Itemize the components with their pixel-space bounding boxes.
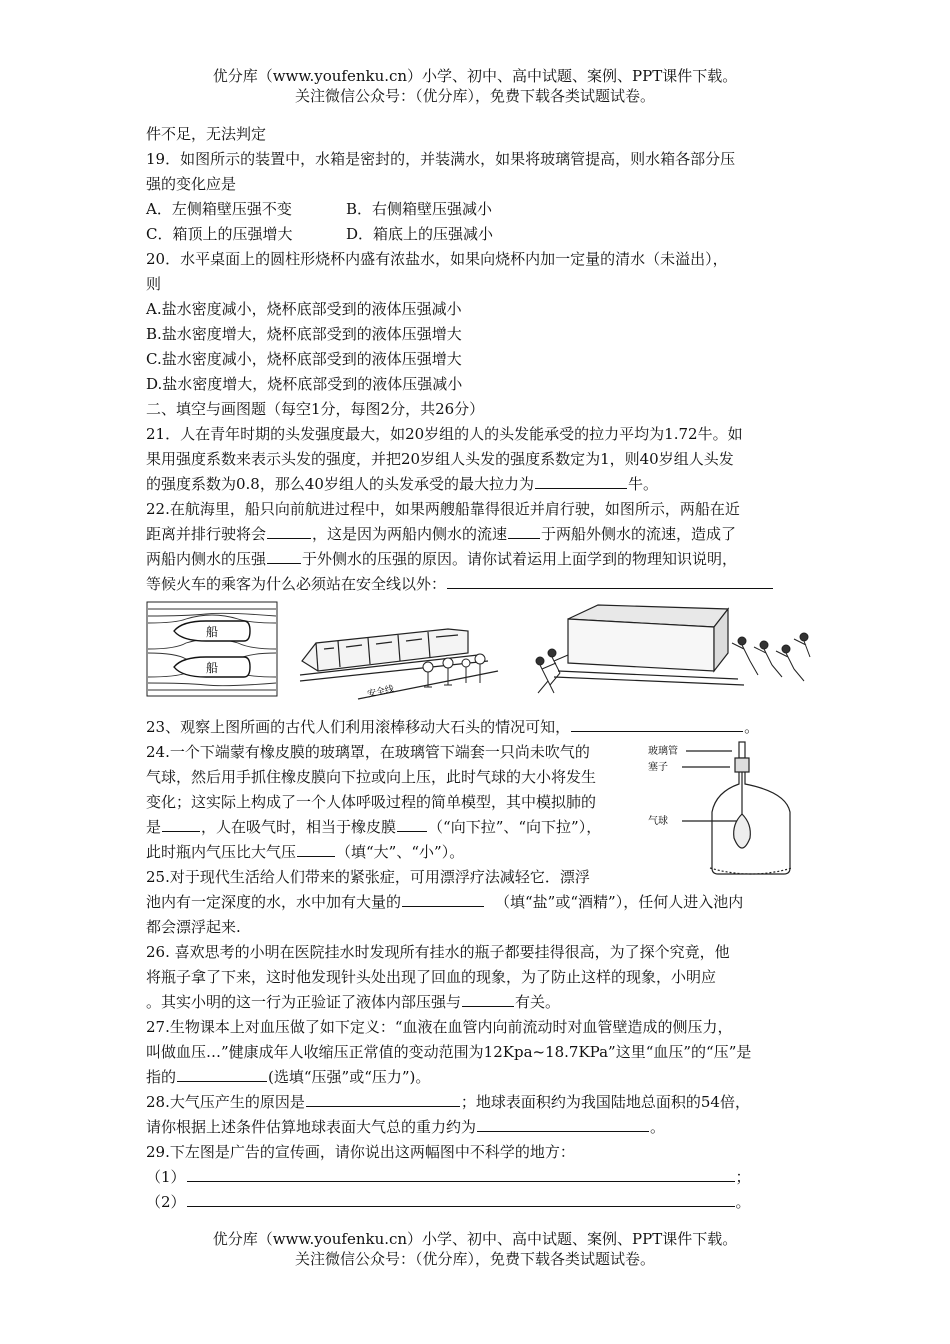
q18-tail: 件不足，无法判定 (146, 125, 267, 143)
header-line-1: 优分库（www.youfenku.cn）小学、初中、高中试题、案例、PPT课件下载。 (212, 67, 738, 85)
answer-blank[interactable] (267, 523, 311, 539)
exam-content (146, 122, 816, 1215)
q25-line-2 (146, 890, 816, 915)
answer-blank[interactable] (477, 1116, 649, 1132)
q24-line-3: 变化；这实际上构成了一个人体呼吸过程的简单模型，其中模拟肺的 (146, 793, 597, 811)
q26-line-1: 26. 喜欢思考的小明在医院挂水时发现所有挂水的瓶子都要挂得很高，为了探个究竟，他 (146, 943, 730, 961)
question-28 (146, 1090, 816, 1140)
fig-label-tube: 玻璃管 (648, 746, 678, 757)
q27-text: (选填“压强”或“压力”)。 (268, 1068, 431, 1086)
q22-text: 两船内侧水的压强 (146, 550, 267, 568)
q26-line-3 (146, 990, 816, 1015)
q29-label-2: （2） (146, 1193, 186, 1211)
q19-options-ab (146, 197, 816, 222)
q29-end-2: 。 (735, 1193, 751, 1211)
q28-text: 。 (650, 1118, 666, 1136)
q29-label-1: （1） (146, 1168, 186, 1186)
q19-options-cd (146, 222, 816, 247)
boat-label-top: 船 (206, 625, 219, 639)
q26-line-2: 将瓶子拿了下来，这时他发现针头处出现了回血的现象，为了防止这样的现象，小明应 (146, 968, 717, 986)
question-26 (146, 940, 816, 1015)
q25-line-3: 都会漂浮起来. (146, 918, 241, 936)
q22-line-2 (146, 522, 816, 547)
q25-text: 池内有一定深度的水，水中加有大量的 (146, 893, 402, 911)
q24-text: ，人在吸气时，相当于橡皮膜 (201, 818, 397, 836)
q21-line-3 (146, 472, 816, 497)
page-footer (0, 1229, 950, 1269)
answer-blank[interactable] (177, 1066, 267, 1082)
q28-line-1 (146, 1090, 816, 1115)
q23-text: 23、观察上图所画的古代人们利用滚棒移动大石头的情况可知， (146, 718, 571, 736)
section-2-title: 二、填空与画图题（每空1分，每图2分，共26分） (146, 400, 485, 418)
q24-text: 是 (146, 818, 162, 836)
safety-line-label: 安全线 (366, 684, 396, 700)
rolling-stone-figure (528, 601, 816, 701)
q19-option-b: B．右侧箱壁压强减小 (346, 200, 493, 218)
q29-end-1: ； (735, 1168, 751, 1186)
q22-text: 距离并排行驶将会 (146, 525, 267, 543)
q21-line-2: 果用强度系数来表示头发的强度，并把20岁组人头发的强度系数定为1，则40岁组人头发 (146, 450, 734, 468)
q22-line-3 (146, 547, 816, 572)
answer-blank[interactable] (187, 1166, 735, 1182)
answer-blank[interactable] (571, 716, 743, 732)
q25-line-1: 25.对于现代生活给人们带来的紧张症，可用漂浮疗法减轻它．漂浮 (146, 868, 590, 886)
answer-blank[interactable] (508, 523, 540, 539)
page-header (0, 66, 950, 106)
q26-text: 有关。 (515, 993, 561, 1011)
bell-jar-figure (646, 740, 816, 880)
footer-line-1: 优分库（www.youfenku.cn）小学、初中、高中试题、案例、PPT课件下载。 (212, 1230, 738, 1248)
q19-option-c: C．箱顶上的压强增大 (146, 225, 293, 243)
q22-text: 于外侧水的压强的原因。请你试着运用上面学到的物理知识说明， (302, 550, 738, 568)
q24-text: （填“大”、“小”）。 (336, 843, 465, 861)
fig-label-plug: 塞子 (648, 762, 668, 773)
answer-blank[interactable] (162, 816, 200, 832)
question-29 (146, 1140, 816, 1215)
q19-option-d: D．箱底上的压强减小 (346, 225, 494, 243)
q25-text: （填“盐”或“酒精”），任何人进入池内 (495, 893, 744, 911)
q28-text: 请你根据上述条件估算地球表面大气总的重力约为 (146, 1118, 477, 1136)
q22-line-4 (146, 572, 816, 597)
q20-option-c: C.盐水密度减小，烧杯底部受到的液体压强增大 (146, 350, 462, 368)
q20-option-b: B.盐水密度增大，烧杯底部受到的液体压强增大 (146, 325, 462, 343)
q29-stem: 29.下左图是广告的宣传画，请你说出这两幅图中不科学的地方： (146, 1143, 575, 1161)
train-platform-figure (298, 601, 506, 701)
question-19 (146, 147, 816, 247)
answer-blank[interactable] (462, 991, 514, 1007)
q24-line-1: 24.一个下端蒙有橡皮膜的玻璃罩，在玻璃管下端套一只尚未吹气的 (146, 743, 590, 761)
answer-blank[interactable] (397, 816, 427, 832)
q20-option-a: A.盐水密度减小，烧杯底部受到的液体压强减小 (146, 300, 462, 318)
q22-text: 于两船外侧水的流速，造成了 (541, 525, 737, 543)
q27-text: 指的 (146, 1068, 177, 1086)
q22-text: 等候火车的乘客为什么必须站在安全线以外： (146, 575, 447, 593)
q29-answer-1 (146, 1165, 816, 1190)
question-22 (146, 497, 816, 597)
boats-streamline-figure (146, 601, 278, 697)
answer-blank[interactable] (306, 1091, 460, 1107)
boat-label-bottom: 船 (206, 661, 219, 675)
q21-line-3-end: 牛。 (627, 475, 658, 493)
answer-blank[interactable] (402, 891, 484, 907)
answer-blank[interactable] (447, 573, 773, 589)
q26-text: 。其实小明的这一行为正验证了液体内部压强与 (146, 993, 462, 1011)
q27-line-3 (146, 1065, 816, 1090)
question-24 (146, 740, 816, 865)
q19-option-a: A．左侧箱壁压强不变 (146, 200, 292, 218)
footer-line-2: 关注微信公众号：（优分库），免费下载各类试题试卷。 (294, 1250, 655, 1268)
q21-line-1: 21．人在青年时期的头发强度最大，如20岁组的人的头发能承受的拉力平均为1.72牛。如 (146, 425, 743, 443)
q23-end: 。 (744, 718, 760, 736)
answer-blank[interactable] (267, 548, 301, 564)
q20-option-d: D.盐水密度增大，烧杯底部受到的液体压强减小 (146, 375, 463, 393)
answer-blank[interactable] (187, 1191, 735, 1207)
fig-label-balloon: 气球 (648, 816, 668, 827)
q24-line-5 (146, 840, 646, 865)
question-21 (146, 422, 816, 497)
q19-stem-line-1: 19．如图所示的装置中，水箱是密封的，并装满水，如果将玻璃管提高，则水箱各部分压 (146, 150, 736, 168)
answer-blank[interactable] (297, 841, 335, 857)
q24-text: （“向下拉”、“向下拉”）， (428, 818, 602, 836)
question-20 (146, 247, 816, 397)
q19-stem-line-2: 强的变化应是 (146, 175, 237, 193)
question-23 (146, 715, 816, 740)
q20-stem-line-2: 则 (146, 275, 162, 293)
answer-blank[interactable] (535, 473, 627, 489)
q29-answer-2 (146, 1190, 816, 1215)
q27-line-2: 叫做血压…”健康成年人收缩压正常值的变动范围为12Kpa~18.7KPa”这里“血压”的“压”是 (146, 1043, 752, 1061)
figure-row (146, 601, 816, 713)
q22-text: ，这是因为两船内侧水的流速 (312, 525, 508, 543)
q28-line-2 (146, 1115, 816, 1140)
q24-line-2: 气球，然后用手抓住橡皮膜向下拉或向上压，此时气球的大小将发生 (146, 768, 597, 786)
q24-text: 此时瓶内气压比大气压 (146, 843, 297, 861)
header-line-2: 关注微信公众号：（优分库），免费下载各类试题试卷。 (294, 87, 655, 105)
q21-line-3-text: 的强度系数为0.8，那么40岁组人的头发承受的最大拉力为 (146, 475, 534, 493)
q28-text: ；地球表面积约为我国陆地总面积的54倍， (460, 1093, 750, 1111)
q28-text: 28.大气压产生的原因是 (146, 1093, 305, 1111)
question-27 (146, 1015, 816, 1090)
q22-line-1: 22.在航海里，船只向前航进过程中，如果两艘船靠得很近并肩行驶，如图所示，两船在近 (146, 500, 740, 518)
q24-line-4 (146, 815, 646, 840)
q20-stem-line-1: 20．水平桌面上的圆柱形烧杯内盛有浓盐水，如果向烧杯内加一定量的清水（未溢出）， (146, 250, 728, 268)
q27-line-1: 27.生物课本上对血压做了如下定义：“血液在血管内向前流动时对血管壁造成的侧压力， (146, 1018, 733, 1036)
